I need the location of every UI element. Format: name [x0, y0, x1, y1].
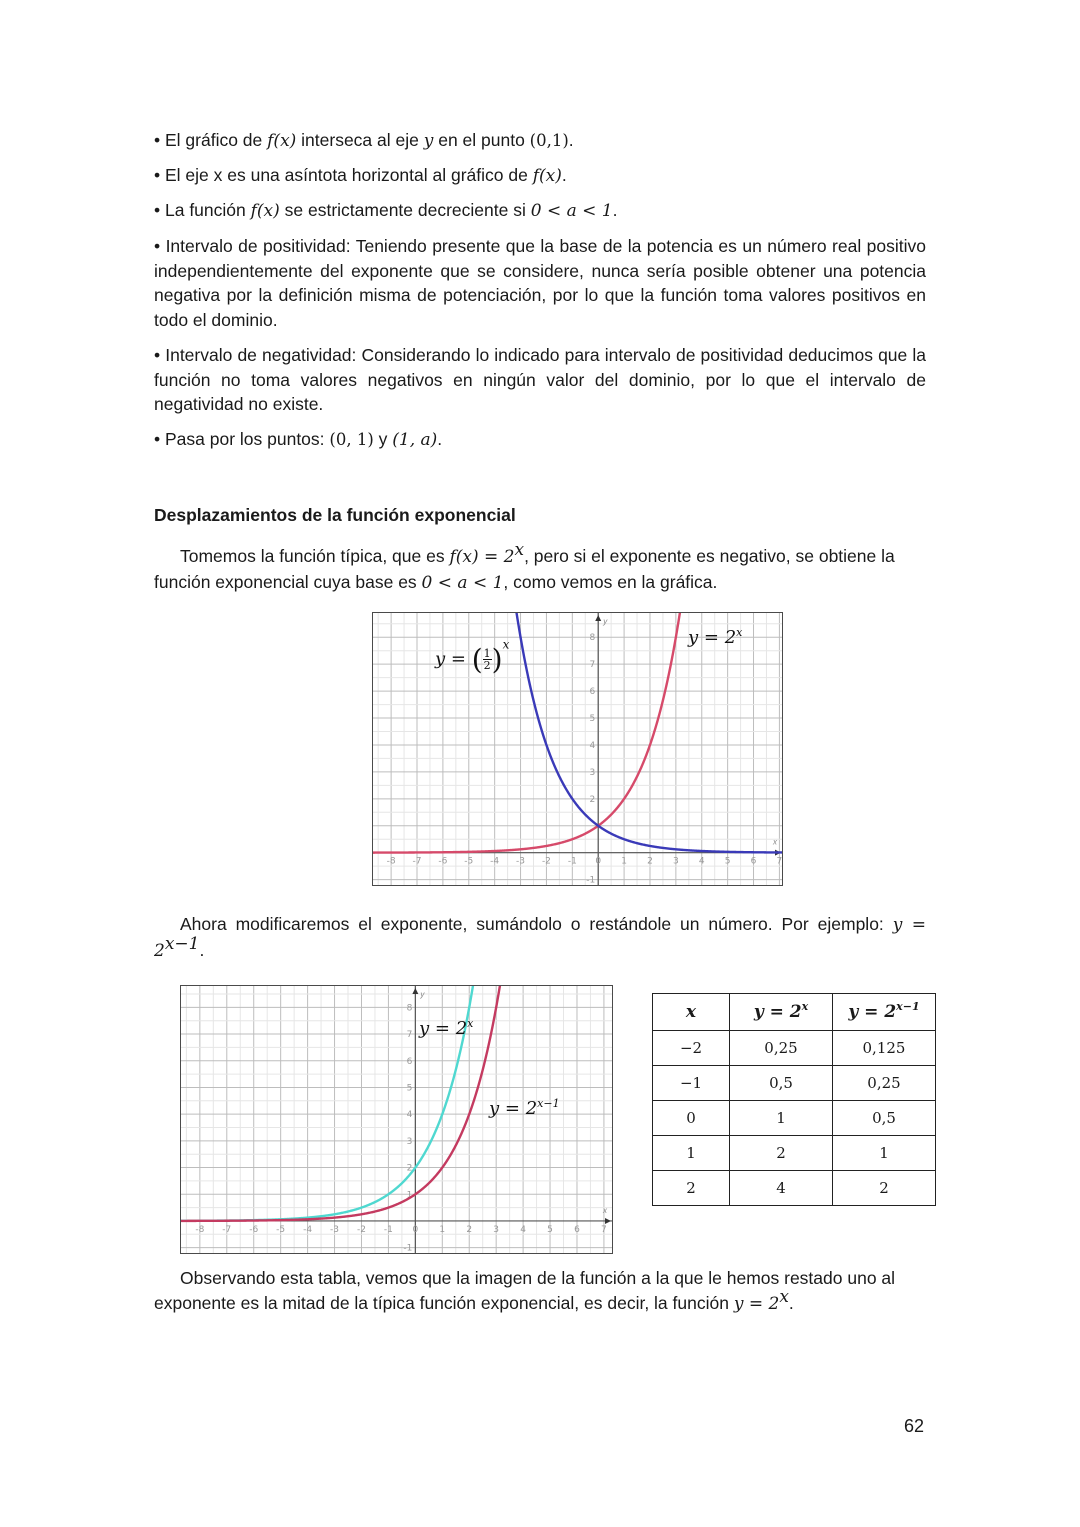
svg-text:5: 5	[547, 1224, 553, 1235]
paragraph-intro: Tomemos la función típica, que es $f(x) = 2^x$, pero si el exponente es negativo, se obtiene la función exponencial cuya base es 0 < a < 1, como vemos en la gráfica.	[154, 540, 895, 593]
paragraph-modify-exponent: Ahora modificaremos el exponente, sumándolo o restándole un número. Por ejemplo: $y = 2^{x-1}$.	[154, 914, 926, 961]
bullet-points: • Pasa por los puntos: (0, 1) y (1, a).	[154, 429, 443, 450]
chart-shifted-exponential	[180, 985, 613, 1254]
svg-text:-4: -4	[303, 1224, 313, 1235]
table-row: 0 1 0,5	[653, 1101, 936, 1136]
svg-text:-1: -1	[403, 1243, 413, 1253]
svg-text:2: 2	[466, 1224, 473, 1235]
svg-text:7: 7	[589, 660, 596, 671]
svg-text:3: 3	[589, 767, 596, 778]
bullet-decreasing: • La función f(x) se estrictamente decreciente si 0 < a < 1.	[154, 200, 618, 221]
svg-text:y: y	[420, 990, 425, 999]
svg-text:-8: -8	[195, 1224, 205, 1235]
svg-text:3: 3	[672, 856, 679, 867]
svg-text:1: 1	[621, 856, 627, 867]
svg-text:7: 7	[406, 1030, 413, 1041]
svg-text:5: 5	[589, 714, 596, 725]
svg-text:-5: -5	[464, 856, 474, 867]
label-two-power-x: $y = 2^x$	[688, 626, 743, 648]
paragraph-table-observation: Observando esta tabla, vemos que la imagen de la función a la que le hemos restado uno al exponente es la mitad de la típica función exponencial, es decir, la función $y = 2^x$.	[154, 1268, 896, 1314]
svg-text:6: 6	[406, 1056, 413, 1067]
svg-text:4: 4	[406, 1110, 413, 1121]
svg-text:-1: -1	[567, 856, 577, 867]
svg-text:4: 4	[589, 740, 596, 751]
section-heading: Desplazamientos de la función exponencial	[154, 505, 516, 525]
bullet-positivity: • Intervalo de positividad: Teniendo presente que la base de la potencia es un número real positivo independientemente del exponente que se considere, nunca sería posible obtener una potencia negativa por la definición misma de potenciación, por lo que la función toma valores positivos en todo el dominio.	[154, 236, 926, 330]
label-two-power-x-minus-one: $y = 2^{x-1}$	[489, 1097, 560, 1119]
svg-text:-1: -1	[586, 875, 596, 885]
svg-text:-6: -6	[438, 856, 448, 867]
svg-text:2: 2	[589, 794, 596, 805]
svg-text:-1: -1	[383, 1224, 393, 1235]
svg-text:5: 5	[724, 856, 731, 867]
svg-text:-5: -5	[276, 1224, 286, 1235]
svg-text:-4: -4	[490, 856, 500, 867]
bullet-intersect-y: • El gráfico de f(x) interseca al eje y en el punto (0,1).	[154, 130, 574, 151]
label-half-power-x: y = ( $\frac{1}{2}$ )$^x$	[435, 637, 510, 676]
svg-text:8: 8	[589, 633, 596, 644]
svg-text:-2: -2	[541, 856, 551, 867]
table-row: −2 0,25 0,125	[653, 1031, 936, 1066]
svg-text:-6: -6	[249, 1224, 259, 1235]
table-header-2x: $y = 2^x$	[730, 994, 833, 1031]
svg-text:7: 7	[776, 856, 782, 867]
svg-text:y: y	[603, 617, 608, 626]
table-header-x: x	[653, 994, 730, 1031]
svg-text:6: 6	[589, 687, 596, 698]
table-row: 2 4 2	[653, 1171, 936, 1206]
svg-text:6: 6	[750, 856, 757, 867]
svg-text:0: 0	[595, 856, 602, 867]
table-row: 1 2 1	[653, 1136, 936, 1171]
svg-text:5: 5	[406, 1083, 413, 1094]
svg-text:6: 6	[574, 1224, 580, 1235]
svg-text:4: 4	[698, 856, 705, 867]
svg-text:7: 7	[601, 1224, 607, 1235]
svg-text:-3: -3	[516, 856, 526, 867]
bullet-negativity: • Intervalo de negatividad: Considerando lo indicado para intervalo de positividad deducimos que la función no toma valores negativos en ningún valor del dominio, por lo que el intervalo de negatividad no existe.	[154, 345, 926, 414]
svg-text:x: x	[603, 1205, 607, 1215]
svg-text:-7: -7	[222, 1224, 232, 1235]
svg-text:1: 1	[406, 1190, 413, 1201]
svg-text:3: 3	[493, 1224, 500, 1235]
svg-text:-2: -2	[356, 1224, 366, 1235]
values-table	[652, 993, 936, 1206]
svg-text:2: 2	[406, 1163, 413, 1174]
table-header-2x-minus-1: $y = 2^{x-1}$	[833, 994, 936, 1031]
bullet-asymptote: • El eje x es una asíntota horizontal al gráfico de f(x).	[154, 165, 567, 186]
svg-text:x: x	[773, 837, 777, 847]
svg-text:0: 0	[412, 1224, 419, 1235]
svg-text:2: 2	[647, 856, 653, 867]
svg-text:-8: -8	[386, 856, 396, 867]
svg-text:-7: -7	[412, 856, 422, 867]
table-row: −1 0,5 0,25	[653, 1066, 936, 1101]
svg-text:8: 8	[406, 1003, 413, 1014]
svg-text:-3: -3	[330, 1224, 340, 1235]
label-two-power-x: $y = 2^x$	[419, 1017, 474, 1039]
svg-text:1: 1	[439, 1224, 446, 1235]
chart-2-plot	[181, 986, 612, 1253]
page-number: 62	[904, 1416, 925, 1436]
svg-text:3: 3	[406, 1136, 413, 1147]
svg-text:4: 4	[520, 1224, 526, 1235]
chart-exponential-vs-reciprocal	[372, 612, 783, 886]
